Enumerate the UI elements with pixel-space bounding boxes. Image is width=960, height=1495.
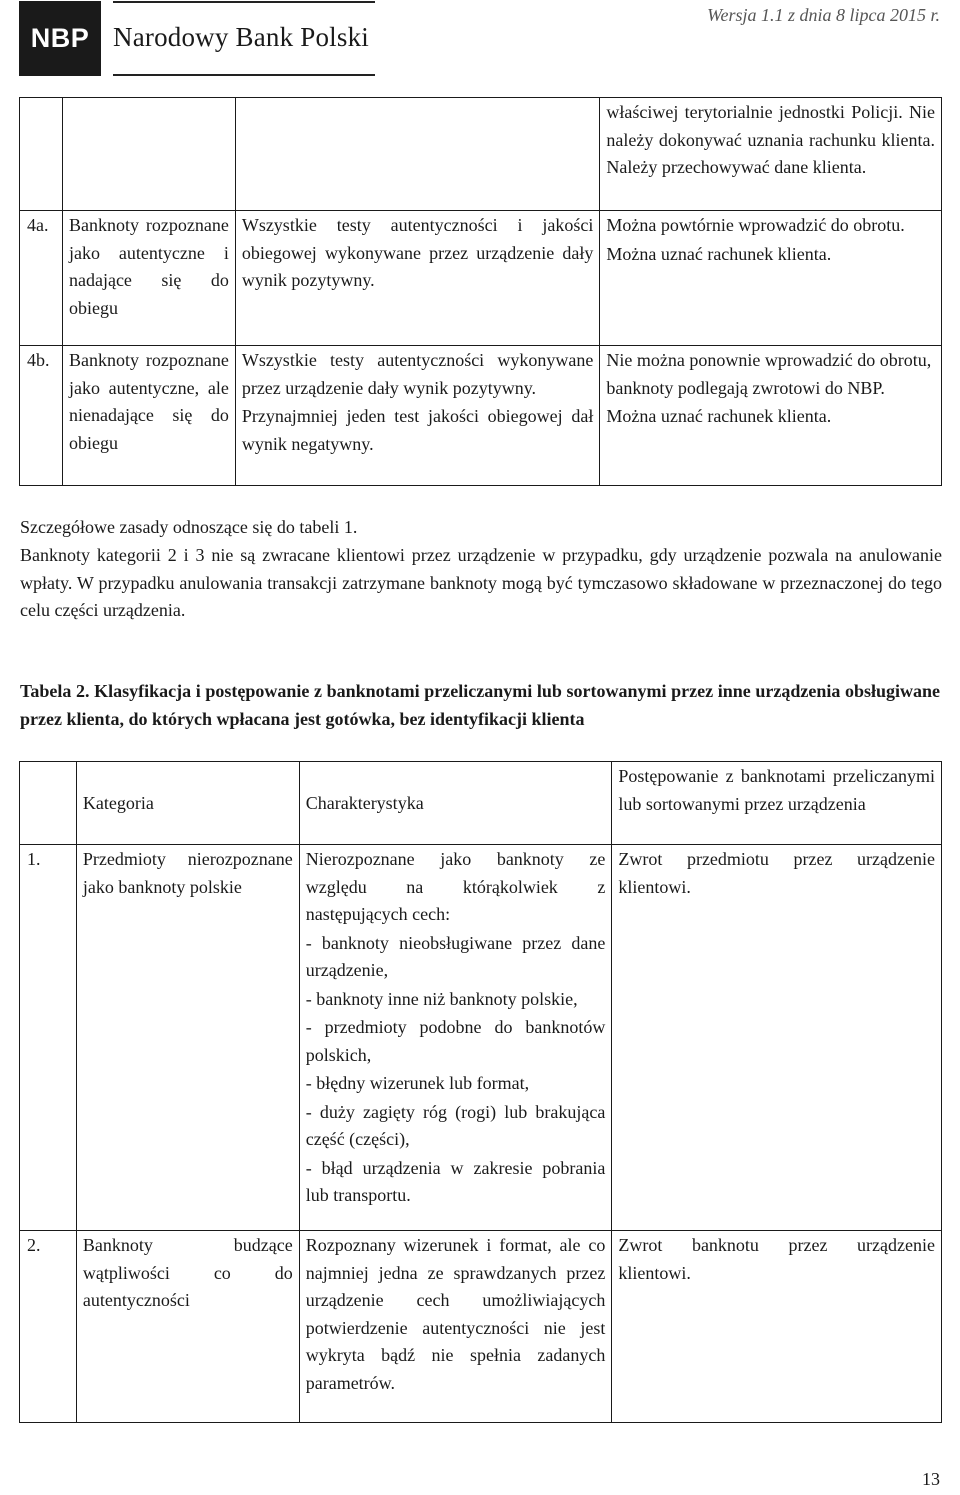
characteristics-item: - błąd urządzenia w zakresie pobrania lub transportu.	[305, 1157, 606, 1205]
procedure-cell: Nie można ponownie wprowadzić do obrotu, banknoty podlegają zwrotowi do NBP.	[606, 350, 932, 398]
notes-body: Banknoty kategorii 2 i 3 nie są zwracane klientowi przez urządzenie w przypadku, gdy urządzenie pozwala na anulowanie wpłaty. W przypadku anulowania transakcji zatrzymane banknoty mogą być tymczasowo składowane w przeznaczonej do tego celu części urządzenia.	[20, 545, 942, 620]
table-row	[20, 211, 942, 346]
row-number: 1.	[27, 849, 41, 869]
table-row	[20, 346, 942, 486]
procedure-continuation: właściwej terytorialnie jednostki Policji. Nie należy dokonywać uznania rachunku klienta. Należy przechowywać dane klienta.	[606, 102, 935, 177]
characteristics-cell: Nierozpoznane jako banknoty ze względu na którąkolwiek z następujących cech:	[305, 849, 606, 924]
table-row	[20, 1231, 942, 1423]
table-header-row	[20, 762, 942, 845]
characteristics-cell: Wszystkie testy autentyczności wykonywane przez urządzenie dały wynik pozytywny.	[241, 350, 594, 398]
header-characteristics: Charakterystyka	[305, 792, 424, 813]
table-row	[20, 845, 942, 1231]
characteristics-item: - przedmioty podobne do banknotów polskich,	[305, 1017, 606, 1065]
characteristics-item: - błędny wizerunek lub format,	[305, 1073, 530, 1093]
header-rule-top	[113, 1, 375, 3]
characteristics-cell: Wszystkie testy autentyczności i jakości obiegowej wykonywane przez urządzenie dały wynik pozytywny.	[241, 215, 594, 290]
characteristics-item: - banknoty inne niż banknoty polskie,	[305, 988, 578, 1009]
procedure-cell: Można uznać rachunek klienta.	[606, 406, 832, 426]
category-cell: Banknoty budzące wątpliwości co do autentyczności	[82, 1235, 293, 1310]
nbp-logo: NBP	[19, 1, 101, 76]
procedure-cell: Można uznać rachunek klienta.	[606, 243, 832, 264]
characteristics-cell: Przynajmniej jeden test jakości obiegowej dał wynik negatywny.	[241, 406, 594, 454]
procedure-cell: Można powtórnie wprowadzić do obrotu.	[606, 215, 905, 235]
table-2	[19, 761, 942, 1423]
row-number: 4a.	[27, 215, 49, 235]
table-row	[20, 98, 942, 211]
notes-title: Szczegółowe zasady odnoszące się do tabeli 1.	[20, 517, 358, 537]
document-version: Wersja 1.1 z dnia 8 lipca 2015 r.	[707, 5, 940, 25]
category-cell: Przedmioty nierozpoznane jako banknoty polskie	[82, 849, 293, 897]
header-procedure: Postępowanie z banknotami przeliczanymi lub sortowanymi przez urządzenia	[618, 766, 935, 814]
procedure-cell: Zwrot banknotu przez urządzenie klientowi.	[618, 1235, 935, 1283]
table-2-caption: Tabela 2. Klasyfikacja i postępowanie z banknotami przeliczanymi lub sortowanymi przez inne urządzenia obsługiwane przez klienta, do których wpłacana jest gotówka, bez identyfikacji klienta	[20, 681, 940, 729]
header-category: Kategoria	[82, 792, 154, 813]
category-cell: Banknoty rozpoznane jako autentyczne, ale nienadające się do obiegu	[68, 350, 229, 453]
procedure-cell: Zwrot przedmiotu przez urządzenie klientowi.	[618, 849, 935, 897]
characteristics-cell: Rozpoznany wizerunek i format, ale co najmniej jedna ze sprawdzanych przez urządzenie cech umożliwiających potwierdzenie autentyczności nie jest wykryta bądź nie spełnia zadanych parametrów.	[305, 1235, 606, 1393]
table-1	[19, 97, 942, 486]
category-cell: Banknoty rozpoznane jako autentyczne i nadające się do obiegu	[68, 215, 229, 318]
header-rule-bottom	[113, 74, 375, 76]
characteristics-item: - duży zagięty róg (rogi) lub brakująca część (części),	[305, 1101, 606, 1149]
row-number: 2.	[27, 1235, 41, 1255]
page-number: 13	[922, 1469, 940, 1489]
bank-name: Narodowy Bank Polski	[113, 22, 369, 52]
characteristics-item: - banknoty nieobsługiwane przez dane urządzenie,	[305, 932, 606, 980]
row-number: 4b.	[27, 350, 50, 370]
